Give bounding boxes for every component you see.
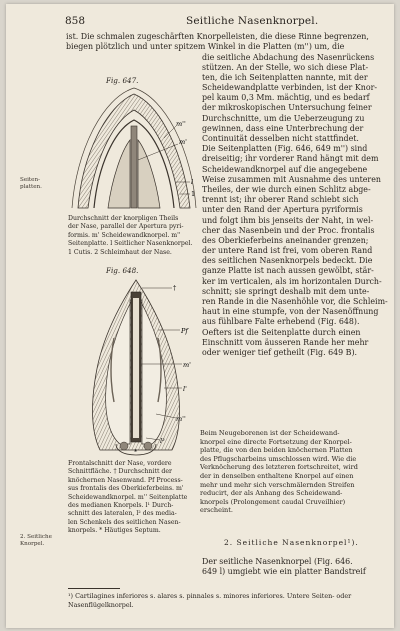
section-heading: 2. Seitliche Nasenknorpel¹). [224, 538, 359, 547]
text-line: haut in eine stumpfe, von der Nasenöffnung [202, 307, 379, 317]
fig647-letter: m'' [176, 120, 186, 128]
text-line: Continuität desselben nicht stattfindet. [202, 134, 359, 143]
text-line: schnitt; sie springt deshalb mit dem unte- [202, 286, 370, 296]
fig648-letter: * [134, 448, 138, 456]
text-line: ist. Die schmalen zugeschärften Knorpelleisten, die diese Rinne begrenzen, [66, 32, 369, 41]
text-line: Die Seitenplatten (Fig. 646, 649 m'') sind [202, 144, 368, 154]
text-line: Weise zusammen mit Ausnahme des unteren [202, 174, 381, 184]
text-line: dreiseitig; ihr vorderer Rand hängt mit dem [202, 154, 379, 164]
text-line: Scheidewandplatte verbinden, ist der Knor- [202, 83, 378, 93]
text-line: aus fühlbare Falte erhebend (Fig. 648). [202, 317, 360, 327]
text-line: ganze Platte ist nach aussen gewölbt, stär- [202, 266, 374, 276]
text-line: Scheidewandknorpel auf die angegebene [202, 164, 368, 174]
text-line: Beim Neugeborenen ist der Scheidewand- [200, 429, 340, 437]
fig647-letter: l [191, 178, 194, 186]
text-line: gewinnen, dass eine Unterbrechung der [202, 123, 364, 133]
text-line: des Oberkieferbeins aneinander grenzen; [202, 235, 369, 245]
fig648-caption: Frontalschnitt der Nase, vordere Schnittfläche. † Durchschnitt der knöchernen Nasenwand. Pf Process- sus frontalis des Oberkieferbeins. m' Scheidewandknorpel. m'' Seitenplatte des medianen Knorpels. l¹ Durch- schnitt des lateralen, l² des media- len Schenkels des seitlichen Nasen- knorpels. * Häutiges Septum. [68, 460, 188, 535]
fig648-label: Fig. 648. [106, 266, 139, 275]
text-line: Der seitliche Nasenknorpel (Fig. 646. [202, 557, 353, 566]
text-line: oder weniger tief getheilt (Fig. 649 B). [202, 347, 358, 357]
text-line: der in denselben enthaltene Knorpel auf einen [200, 471, 354, 480]
text-line: knorpels (Prolongement caudal Cruveilhier) [200, 497, 346, 506]
fig647-letter: 1 [191, 190, 196, 198]
text-line: unter den Rand der Apertura pyriformis [202, 205, 363, 215]
text-line: die seitliche Abdachung des Nasenrückens [202, 52, 375, 62]
book-page [6, 4, 394, 628]
fig648-letter: Pf [181, 327, 188, 335]
text-line: des seitlichen Nasenknorpels bedeckt. Die [202, 256, 373, 266]
text-line: ten, die ich Seitenplatten nannte, mit der [202, 72, 368, 82]
text-line: Durchschnitte, um die Ueberzeugung zu [202, 113, 365, 123]
page-number: 858 [65, 15, 86, 27]
text-line: der mikroskopischen Untersuchung feiner [202, 103, 372, 113]
text-line: ker im verticalen, als im horizontalen Durch- [202, 276, 382, 286]
fig647-caption: Durchschnitt der knorpligen Theils der Nase, parallel der Apertura pyri- formis. m' Scheidewandknorpel. m'' Seitenplatte. l Seitlicher Nasenknorpel. 1 Cutis. 2 Schleimhaut der Nase. [68, 215, 193, 256]
margin-note-seitenplatten: Seiten- platten. [20, 177, 42, 190]
fig648-letter: m' [183, 361, 191, 369]
top-text [66, 32, 369, 52]
text-line: stützen. An der Stelle, wo sich diese Plat- [202, 62, 369, 72]
page-title: Seitliche Nasenknorpel. [186, 15, 319, 27]
fig647-label: Fig. 647. [106, 76, 139, 85]
fig647-letter: m' [179, 138, 187, 146]
footnote-rule [68, 588, 120, 589]
text-line: platte, die von den beiden knöchernen Platten [200, 446, 353, 455]
small-print-paragraph [200, 429, 358, 515]
text-line: mehr und mehr sich verschmälernden Streifen [200, 480, 355, 489]
text-line: ren Rande in die Nasenhöhle vor, die Schleim- [202, 297, 388, 306]
fig648-letter: l' [183, 385, 187, 393]
text-line: biegen plötzlich und unter spitzem Winkel in die Platten (m'') um, die [66, 42, 345, 52]
fig648-illustration [76, 278, 198, 456]
text-line: der untere Rand ist frei, vom oberen Rand [202, 246, 373, 256]
text-line: pel kaum 0,3 Mm. mächtig, und es bedarf [202, 93, 370, 103]
text-line: Verknöcherung des letzteren fortschreitet, wird [200, 463, 358, 472]
fig648-letter: † [173, 284, 177, 292]
text-line: des Pflugscharbeins umschlossen wird. Wie die [200, 454, 357, 463]
text-line: 649 l) umgiebt wie ein platter Bandstreif [202, 567, 366, 577]
running-header [6, 15, 394, 29]
text-line: cher das Nasenbein und der Proc. frontalis [202, 225, 375, 235]
text-line: trennt ist; ihr oberer Rand schiebt sich [202, 195, 359, 205]
text-line: knorpel eine directe Fortsetzung der Knorpel- [200, 437, 352, 446]
text-line: Theiles, der wie durch einen Schlitz abge- [202, 184, 371, 194]
text-line: Oefters ist die Seitenplatte durch einen [202, 327, 361, 337]
right-column-text [202, 53, 388, 359]
fig648-letter: l² [160, 437, 165, 445]
fig647-illustration [68, 86, 200, 210]
text-line: reducirt, der als Anhang des Scheidewand- [200, 489, 343, 498]
text-line: und folgt ihm bis jenseits der Naht, in wel- [202, 215, 374, 225]
footnote: ¹) Cartilagines inferiores s. alares s. pinnales s. minores inferiores. Untere Seiten- oder Nasenflügelknorpel. [68, 592, 352, 609]
text-line: erscheint. [200, 506, 233, 515]
fig648-letter: m'' [176, 415, 186, 423]
text-line: Einschnitt vom äusseren Rande her mehr [202, 337, 369, 347]
margin-note-seitliche-knorpel: 2. Seitliche Knorpel. [20, 534, 52, 547]
right-column-text-2 [202, 557, 366, 577]
